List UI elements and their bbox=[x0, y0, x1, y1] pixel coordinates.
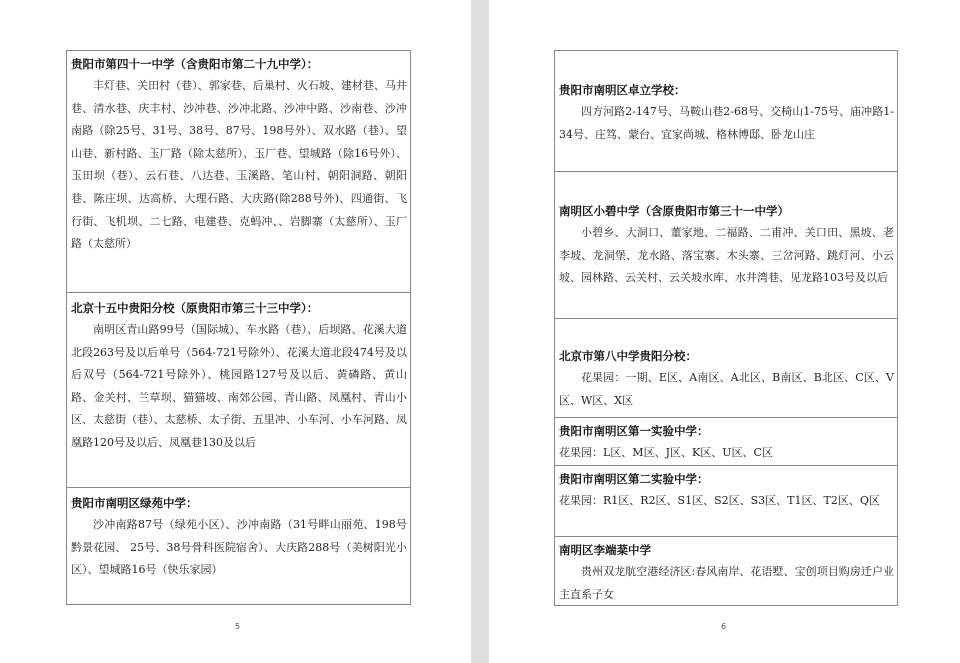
page-number: 5 bbox=[235, 622, 241, 631]
school-title: 贵阳市南明区卓立学校： bbox=[559, 83, 686, 97]
school-entry bbox=[555, 466, 897, 537]
school-entry bbox=[67, 293, 410, 488]
school-district-list: 南明区青山路99号（国际城）、车水路（巷）、后坝路、花溪大道北段263号及以后单号（564-721号除外）、花溪大道北段474号及以后双号（564-721号除外）、桃园路127号及以后、黄磷路、黄山路、金关村、兰草坝、猫猫坡、南郊公园、青山路、凤凰村、青山小区、太慈街（巷）、太慈桥、太子街、五里冲、小车河、小车河路、凤凰路120号及以后、凤凰巷130及以后 bbox=[71, 323, 407, 449]
school-district-list: 小碧乡、大洞口、董家地、二福路、二甫冲、关口田、黑坡、老李坡、龙洞堡、龙水路、落宝寨、木头寨、三岔河路、跳灯河、小云坡、园林路、云关村、云关坡水库、水井湾巷、见龙路103号及以后 bbox=[559, 226, 894, 285]
school-title: 南明区小碧中学（含原贵阳市第三十一中学） bbox=[559, 204, 789, 218]
school-entry bbox=[555, 418, 897, 466]
page-5 bbox=[0, 0, 471, 663]
school-title: 贵阳市南明区第二实验中学： bbox=[559, 472, 709, 486]
school-entry bbox=[555, 537, 897, 605]
school-title: 贵阳市南明区绿苑中学： bbox=[71, 496, 198, 510]
school-district-list: 沙冲南路87号（绿苑小区）、沙冲南路（31号畔山丽苑、198号黔景花园、 25号、38号骨科医院宿舍）、大庆路288号（美树阳光小区）、望城路16号（快乐家园） bbox=[71, 518, 407, 577]
school-district-list: 四方河路2-147号、马鞍山巷2-68号、交椅山1-75号、庙冲路1-34号、庄笃、蒙台、宜家尚城、格林博邸、卧龙山庄 bbox=[559, 105, 894, 141]
school-district-list: 花果园：L区、M区、J区、K区、U区、C区 bbox=[559, 446, 773, 459]
school-entry bbox=[67, 51, 410, 293]
school-zoning-table bbox=[554, 50, 898, 606]
school-district-list: 花果园：一期、E区、A南区、A北区、B南区、B北区、C区、V区、W区、X区 bbox=[559, 371, 894, 407]
school-entry bbox=[555, 172, 897, 319]
school-title: 北京十五中贵阳分校（原贵阳市第三十三中学）： bbox=[71, 301, 319, 315]
school-entry bbox=[555, 51, 897, 172]
page-number: 6 bbox=[721, 622, 727, 631]
school-title: 贵阳市第四十一中学（含贵阳市第二十九中学）： bbox=[71, 57, 319, 71]
page-6 bbox=[489, 0, 960, 663]
school-district-list: 花果园：R1区、R2区、S1区、S2区、S3区、T1区、T2区、Q区 bbox=[559, 494, 880, 507]
school-title: 贵阳市南明区第一实验中学： bbox=[559, 424, 709, 438]
school-title: 南明区李端棻中学 bbox=[559, 543, 651, 557]
school-zoning-table bbox=[66, 50, 411, 605]
school-district-list: 贵州双龙航空港经济区:春风南岸、花语墅、宝创项目购房迁户业主直系子女 bbox=[559, 565, 894, 601]
school-title: 北京市第八中学贵阳分校： bbox=[559, 349, 697, 363]
school-district-list: 丰灯巷、关田村（巷）、郭家巷、后巢村、火石坡、建材巷、马井巷、清水巷、庆丰村、沙冲巷、沙冲北路、沙冲中路、沙南巷、沙冲南路（除25号、31号、38号、87号、198号外）、双水路（巷）、望山巷、新村路、玉厂路（除太慈所）、玉厂巷、望城路（除16号外）、玉田坝（巷）、云石巷、八达巷、玉溪路、笔山村、朝阳洞路、朝阳巷、陈庄坝、达高桥、大理石路、大庆路(除288号外)、四通街、飞行街、飞机坝、二七路、电建巷、克蚂冲、、岩脚寨（太慈所）、玉厂路（太慈所） bbox=[71, 79, 407, 251]
school-entry bbox=[67, 488, 410, 604]
school-entry bbox=[555, 319, 897, 418]
